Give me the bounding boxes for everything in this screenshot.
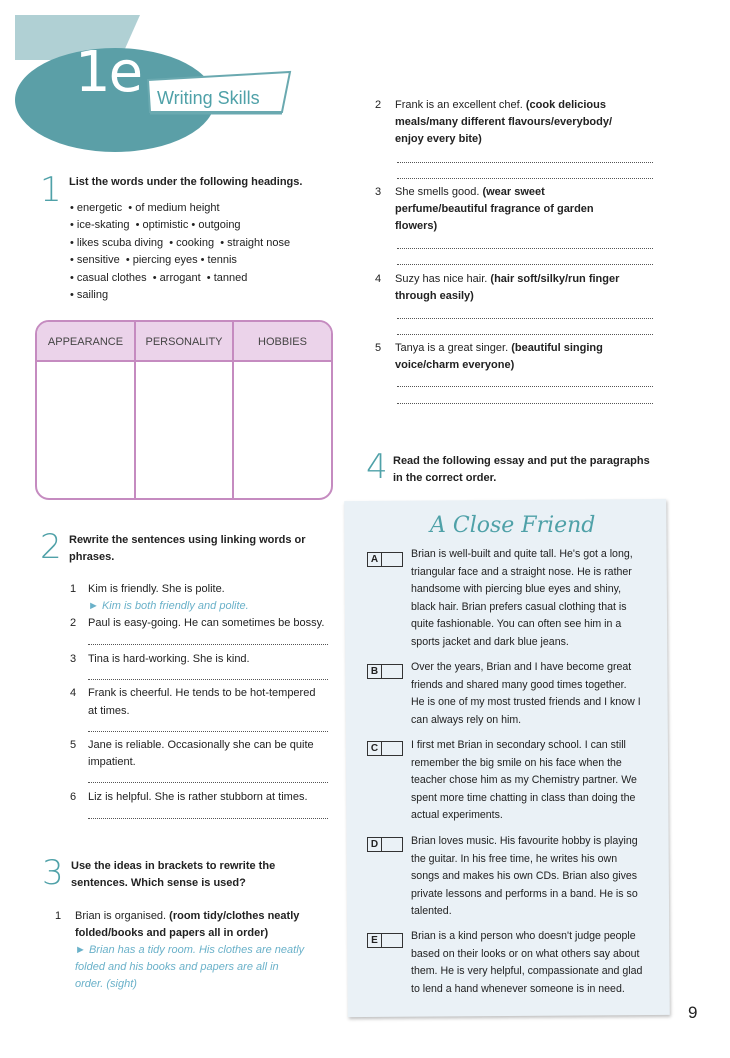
item-text: flowers): [395, 220, 438, 232]
item-text: Jane is reliable. Occasionally she can be quite: [88, 739, 314, 751]
paragraph-line: Over the years, Brian and I have become great: [411, 661, 632, 673]
item-text: She smells good. (wear sweet: [395, 186, 545, 198]
item-text: Tanya is a great singer. (beautiful singing: [395, 342, 603, 354]
instruction-line: in the correct order.: [393, 472, 497, 484]
paragraph-line: He is one of my most trusted friends and I know I: [411, 696, 641, 708]
instruction-line: Use the ideas in brackets to rewrite the: [71, 860, 276, 872]
item-text: perfume/beautiful fragrance of garden: [395, 203, 594, 215]
answer-line[interactable]: [397, 178, 653, 179]
paragraph-label: B: [368, 665, 382, 678]
answer-line[interactable]: [397, 318, 653, 319]
paragraph-b: [411, 659, 656, 729]
paragraph-line: sports jacket and dark blue jeans.: [411, 635, 569, 648]
bullet-line: • likes scuba diving • cooking • straight nose: [70, 237, 291, 249]
ex4-instruction: [393, 453, 650, 487]
item-text: Brian is organised. (room tidy/clothes neatly: [75, 910, 300, 922]
bullet-line: • casual clothes • arrogant • tanned: [70, 272, 248, 284]
paragraph-c: [411, 737, 656, 825]
paragraph-order-box-a[interactable]: [367, 552, 403, 567]
answer-line[interactable]: [397, 248, 653, 249]
answer-line[interactable]: [88, 818, 328, 819]
table-header-hobbies: HOBBIES: [258, 336, 307, 348]
item-number: 4: [375, 273, 382, 285]
bullet-line: • sensitive • piercing eyes • tennis: [70, 254, 237, 266]
paragraph-line: can always rely on him.: [411, 713, 522, 726]
paragraph-line: black hair. Brian prefers casual clothing that is: [411, 600, 627, 613]
answer-line[interactable]: [88, 731, 328, 732]
item-number: 2: [70, 617, 77, 629]
item-text: Tina is hard-working. She is kind.: [88, 653, 250, 665]
answer-line[interactable]: [397, 264, 653, 265]
paragraph-label: C: [368, 742, 382, 755]
table-header-appearance: APPEARANCE: [47, 336, 124, 348]
item-text: folded/books and papers all in order): [75, 927, 269, 939]
example-answer: order. (sight): [75, 978, 137, 990]
ex3-number: 3: [42, 853, 64, 893]
item-number: 1: [70, 583, 77, 595]
ex2-instruction: [69, 532, 306, 566]
answer-line[interactable]: [88, 782, 328, 783]
ex4-number: 4: [366, 447, 388, 487]
item-text: Frank is an excellent chef. (cook delicious: [395, 99, 606, 111]
header-banner: [0, 0, 730, 170]
paragraph-line: friends and shared many good times together.: [411, 678, 627, 691]
item-number: 1: [55, 910, 62, 922]
item-text: voice/charm everyone): [395, 359, 515, 371]
paragraph-line: quite fashionable. You can often see him in a: [411, 618, 622, 630]
item-number: 3: [70, 653, 77, 665]
paragraph-line: the guitar. In his free time, he writes his own: [411, 852, 618, 865]
item-text: enjoy every bite): [395, 133, 482, 145]
ex2-number: 2: [40, 527, 62, 567]
unit-number: 1e: [75, 40, 142, 105]
paragraph-label: D: [368, 838, 382, 851]
instruction-line: Rewrite the sentences using linking words or: [69, 534, 306, 546]
instruction-line: sentences. Which sense is used?: [71, 877, 246, 889]
paragraph-line: spent more time chatting in class than doing the: [411, 791, 636, 804]
item-text: Liz is helpful. She is rather stubborn at times.: [88, 791, 308, 803]
item-number: 4: [70, 687, 77, 699]
answer-line[interactable]: [397, 334, 653, 335]
item-text: Suzy has nice hair. (hair soft/silky/run finger: [395, 273, 620, 285]
bullet-line: • ice-skating • optimistic • outgoing: [70, 219, 241, 231]
paragraph-line: private lessons and performs in a band. He is so: [411, 887, 638, 900]
paragraph-line: to lend a hand whenever someone is in need.: [411, 982, 625, 995]
item-text: Kim is friendly. She is polite.: [88, 583, 225, 595]
paragraph-line: Brian is well-built and quite tall. He's got a long,: [411, 548, 633, 560]
ex1-number: 1: [40, 170, 62, 210]
item-text: impatient.: [88, 756, 136, 768]
paragraph-line: actual experiments.: [411, 809, 503, 821]
table-header-personality: PERSONALITY: [145, 336, 223, 348]
item-number: 5: [70, 739, 77, 751]
paragraph-e: [411, 928, 656, 998]
paragraph-line: remember the big smile on his face when the: [411, 756, 622, 769]
item-text: at times.: [88, 705, 130, 717]
answer-line[interactable]: [397, 403, 653, 404]
answer-line[interactable]: [88, 644, 328, 645]
headings-table: [35, 320, 333, 500]
example-answer: ► Kim is both friendly and polite.: [88, 600, 249, 612]
table-divider: [232, 322, 234, 498]
paragraph-line: teacher chose him as my Chemistry partner. We: [411, 774, 637, 786]
paragraph-order-box-d[interactable]: [367, 837, 403, 852]
instruction-line: Read the following essay and put the paragraphs: [393, 455, 650, 467]
paragraph-line: songs and makes his own CDs. Brian also gives: [411, 870, 638, 882]
paragraph-label: A: [368, 553, 382, 566]
example-answer: ► Brian has a tidy room. His clothes are neatly: [75, 944, 305, 956]
item-text: meals/many different flavours/everybody/: [395, 116, 613, 128]
bullet-line: • sailing: [70, 289, 109, 301]
paragraph-line: Brian is a kind person who doesn't judge people: [411, 930, 636, 942]
page-number: 9: [688, 1003, 698, 1022]
answer-line[interactable]: [397, 386, 653, 387]
paragraph-line: handsome with piercing blue eyes and shiny,: [411, 583, 622, 595]
item-number: 2: [375, 99, 382, 111]
paragraph-label: E: [368, 934, 382, 947]
paragraph-line: talented.: [411, 905, 452, 917]
item-number: 6: [70, 791, 77, 803]
table-divider: [134, 322, 136, 498]
answer-line[interactable]: [397, 162, 653, 163]
answer-line[interactable]: [88, 679, 328, 680]
paragraph-line: Brian loves music. His favourite hobby is playing: [411, 835, 638, 847]
section-title: Writing Skills: [157, 88, 260, 108]
paragraph-line: I first met Brian in secondary school. I can still: [411, 739, 626, 751]
example-answer: folded and his books and papers are all in: [75, 961, 279, 973]
paragraph-line: them. He is very helpful, compassionate and glad: [411, 965, 643, 977]
bullet-line: • energetic • of medium height: [70, 202, 220, 214]
paragraph-order-box-e[interactable]: [367, 933, 403, 948]
item-number: 3: [375, 186, 382, 198]
item-text: Paul is easy-going. He can sometimes be bossy.: [88, 617, 325, 629]
item-text: Frank is cheerful. He tends to be hot-tempered: [88, 687, 316, 699]
essay-title: A Close Friend: [430, 513, 596, 538]
paragraph-order-box-b[interactable]: [367, 664, 403, 679]
item-number: 5: [375, 342, 382, 354]
paragraph-order-box-c[interactable]: [367, 741, 403, 756]
paragraph-d: [411, 833, 656, 921]
ex1-instruction: List the words under the following headings.: [69, 176, 303, 188]
header-shape: [0, 0, 360, 170]
instruction-line: phrases.: [69, 551, 115, 563]
paragraph-a: [411, 546, 656, 651]
paragraph-line: triangular face and a straight nose. He is rather: [411, 565, 632, 578]
item-text: through easily): [395, 290, 474, 302]
paragraph-line: based on their looks or on what others say about: [411, 947, 640, 960]
ex3-instruction: [71, 858, 275, 892]
